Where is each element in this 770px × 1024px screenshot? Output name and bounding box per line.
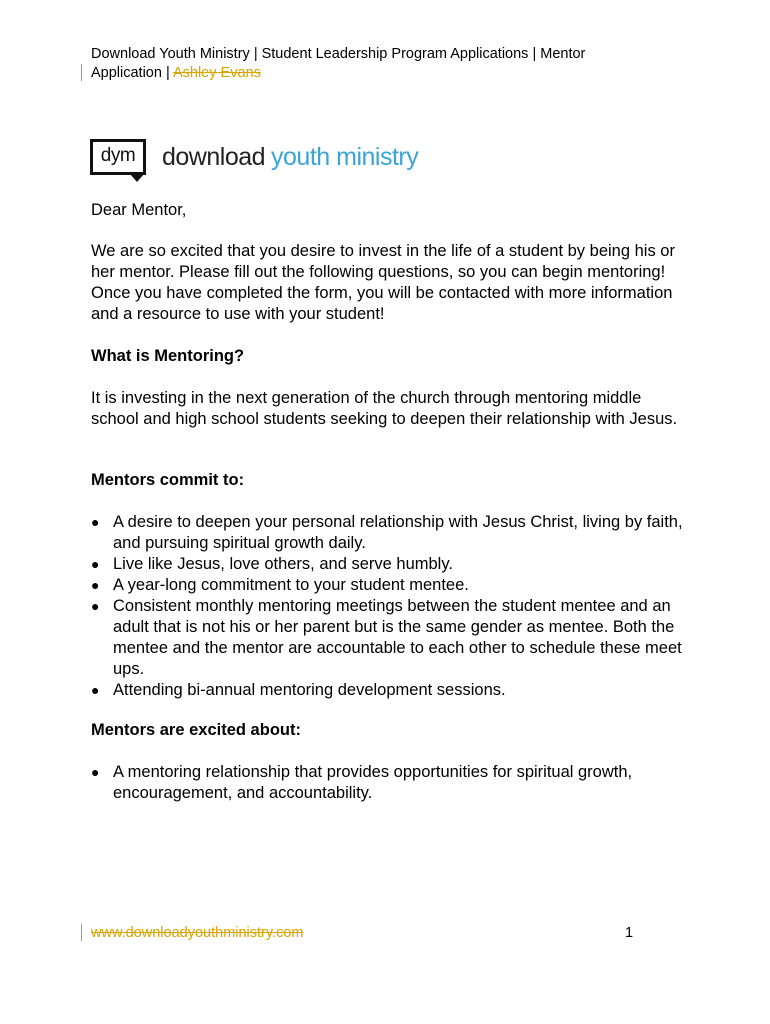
intro-paragraph: We are so excited that you desire to invest in the life of a student by being his or her mentor. Please fill out the following questions, so you can begin mentoring! Once you have completed the form, you will be contacted with more information and a resource to use with your student! <box>91 242 675 323</box>
bullet-icon: ● <box>91 556 100 572</box>
logo-mark-text: dym <box>100 144 136 166</box>
excited-list <box>91 762 691 804</box>
header-title-line2: Application | <box>91 65 173 81</box>
header-margin-rule <box>81 64 82 81</box>
website-link[interactable]: www.downloadyouthministry.com <box>91 925 304 941</box>
list-item: ● A year-long commitment to your student mentee. <box>91 576 469 594</box>
list-item: ● A desire to deepen your personal relationship with Jesus Christ, living by faith, and pursuing spiritual growth daily. <box>91 513 683 552</box>
header-text <box>91 45 651 83</box>
greeting: Dear Mentor, <box>91 201 187 219</box>
logo-word-download: download <box>162 142 266 171</box>
what-is-mentoring-heading: What is Mentoring? <box>91 347 245 365</box>
download-arrow-icon <box>130 174 144 182</box>
dym-logo <box>90 135 418 179</box>
commit-list <box>91 512 691 701</box>
bullet-icon: ● <box>91 598 100 614</box>
list-item: ● Attending bi-annual mentoring development sessions. <box>91 681 506 699</box>
list-item: ● Live like Jesus, love others, and serve humbly. <box>91 555 453 573</box>
list-item: ● A mentoring relationship that provides opportunities for spiritual growth, encouragement, and accountability. <box>91 763 633 802</box>
header-title-line1: Download Youth Ministry | Student Leadership Program Applications | Mentor <box>91 46 586 62</box>
mentors-excited-heading: Mentors are excited about: <box>91 721 301 739</box>
bullet-icon: ● <box>91 682 100 698</box>
bullet-icon: ● <box>91 764 100 780</box>
logo-mark <box>90 139 146 175</box>
page-number: 1 <box>625 925 634 941</box>
mentors-commit-heading: Mentors commit to: <box>91 471 245 489</box>
logo-word-youth-ministry: youth ministry <box>271 142 419 171</box>
bullet-icon: ● <box>91 514 100 530</box>
list-item: ● Consistent monthly mentoring meetings between the student mentee and an adult that is not his or her parent but is the same gender as mentee. Both the mentee and the mentor are accountable to each other to schedule these meet ups. <box>91 597 682 678</box>
footer-margin-rule <box>81 924 82 941</box>
header-author: Ashley Evans <box>172 65 261 81</box>
bullet-icon: ● <box>91 577 100 593</box>
what-is-mentoring-text: It is investing in the next generation of the church through mentoring middle school and high school students seeking to deepen their relationship with Jesus. <box>91 389 678 428</box>
